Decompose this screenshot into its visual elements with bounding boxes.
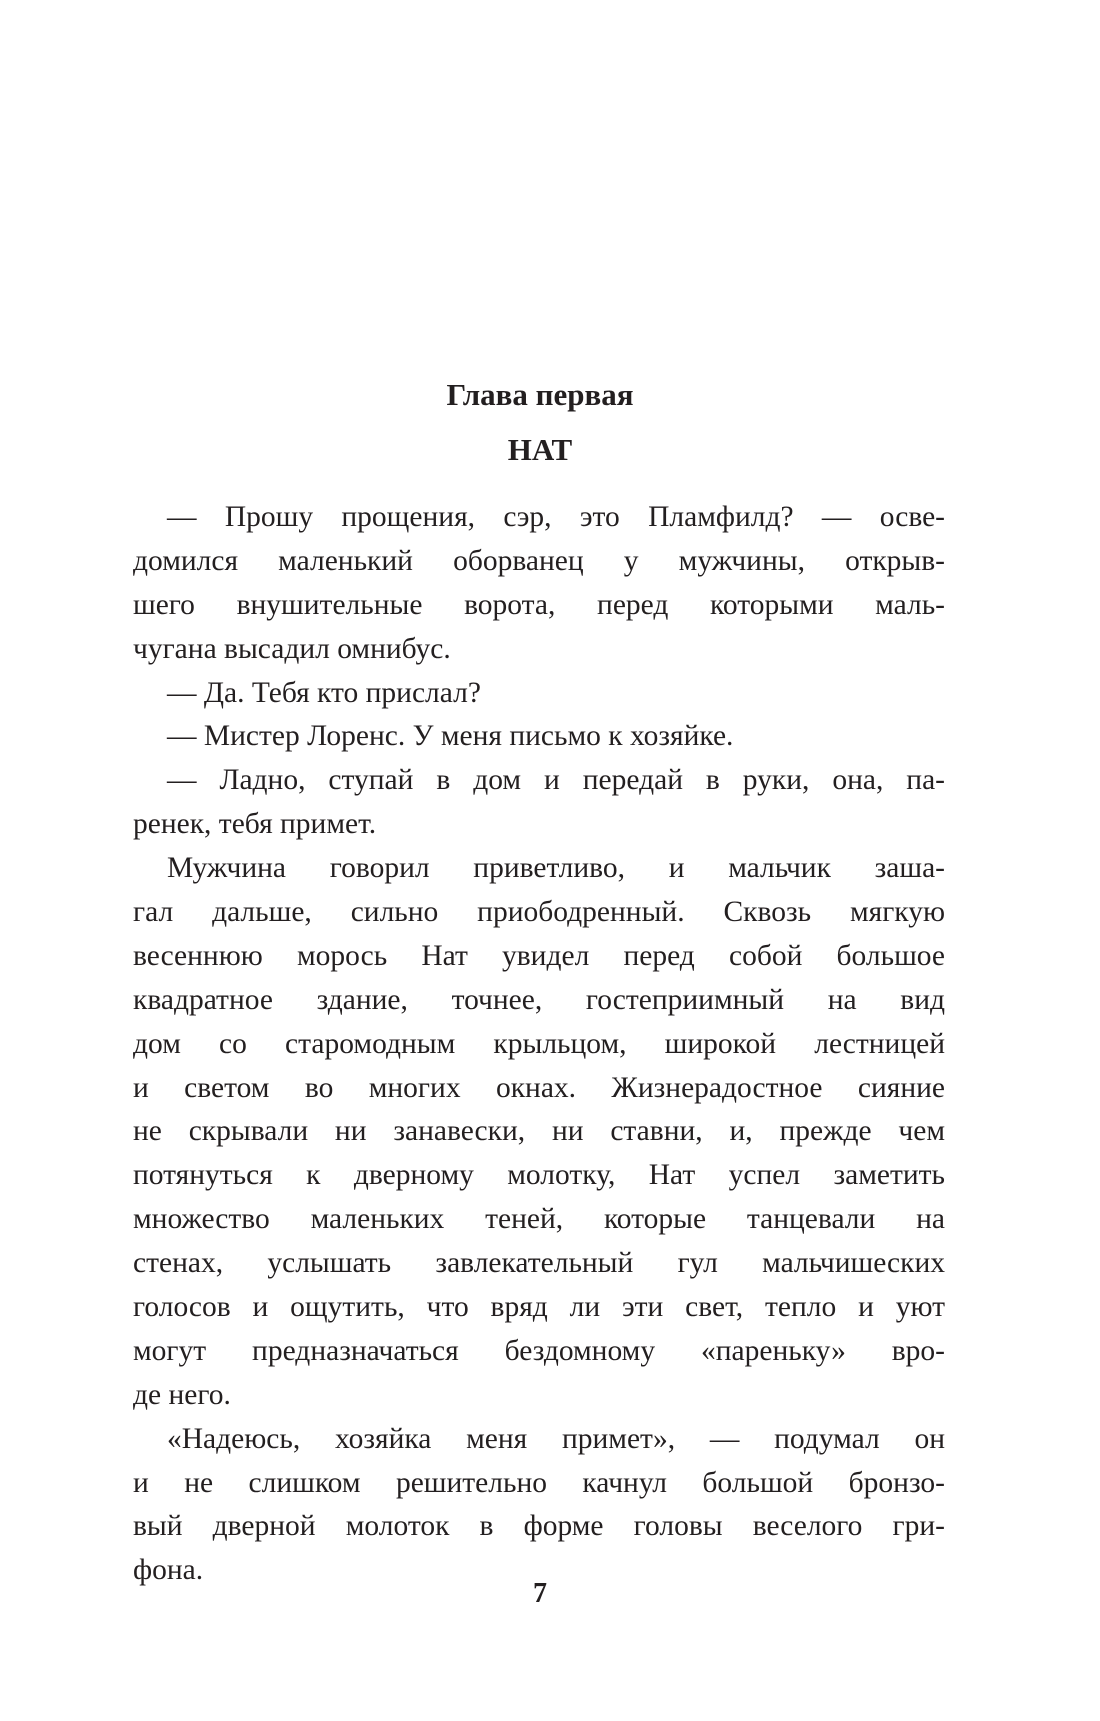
text-line: не скрывали ни занавески, ни ставни, и, прежде чем bbox=[133, 1115, 945, 1148]
text-line: весеннюю морось Нат увидел перед собой большое bbox=[133, 939, 945, 972]
text-line: и не слишком решительно качнул большой бронзо- bbox=[133, 1466, 945, 1499]
text-line: гал дальше, сильно приободренный. Сквозь мягкую bbox=[133, 896, 945, 929]
text-line: множество маленьких теней, которые танцевали на bbox=[133, 1203, 945, 1236]
text-line: вый дверной молоток в форме головы веселого гри- bbox=[133, 1510, 945, 1543]
text-line: шего внушительные ворота, перед которыми маль- bbox=[133, 588, 945, 621]
text-line: дом со старомодным крыльцом, широкой лестницей bbox=[133, 1027, 945, 1060]
text-line: домился маленький оборванец у мужчины, открыв- bbox=[133, 544, 945, 577]
text-line: могут предназначаться бездомному «пареньку» вро- bbox=[133, 1334, 945, 1367]
text-line: де него. bbox=[133, 1378, 231, 1411]
text-line: фона. bbox=[133, 1554, 204, 1587]
text-line: и светом во многих окнах. Жизнерадостное сияние bbox=[133, 1071, 945, 1104]
text-line: — Мистер Лоренс. У меня письмо к хозяйке. bbox=[167, 720, 734, 753]
text-line: — Да. Тебя кто прислал? bbox=[167, 676, 481, 709]
text-line: чугана высадил омнибус. bbox=[133, 632, 451, 665]
text-line: — Ладно, ступай в дом и передай в руки, она, па- bbox=[167, 764, 945, 797]
text-line: — Прошу прощения, сэр, это Пламфилд? — осве- bbox=[167, 501, 945, 533]
text-line: потянуться к дверному молотку, Нат успел заметить bbox=[133, 1159, 945, 1192]
body-text bbox=[133, 496, 945, 1593]
text-line: «Надеюсь, хозяйка меня примет», — подумал он bbox=[167, 1422, 945, 1455]
chapter-title: НАТ bbox=[507, 432, 573, 467]
text-line: Мужчина говорил приветливо, и мальчик заша- bbox=[167, 852, 945, 885]
chapter-label: Глава первая bbox=[446, 377, 634, 412]
text-line: стенах, услышать завлекательный гул мальчишеских bbox=[133, 1247, 945, 1280]
page-number: 7 bbox=[533, 1578, 547, 1609]
text-line: квадратное здание, точнее, гостеприимный на вид bbox=[133, 983, 945, 1016]
text-line: ренек, тебя примет. bbox=[133, 808, 377, 841]
text-line: голосов и ощутить, что вряд ли эти свет, тепло и уют bbox=[133, 1291, 945, 1324]
